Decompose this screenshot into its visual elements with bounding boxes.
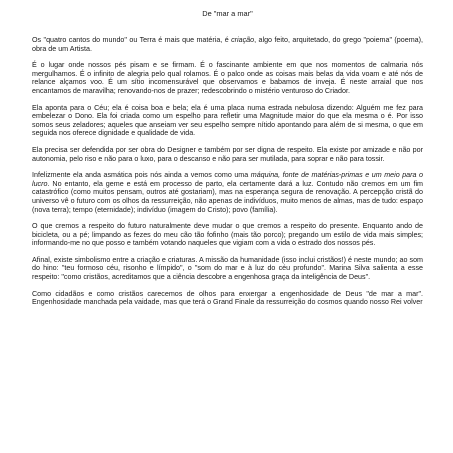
paragraph: [32, 36, 423, 53]
paragraph-text: Infelizmente ela anda asmática pois nós ainda a vemos como uma: [32, 171, 251, 180]
document-title: De "mar a mar": [202, 9, 253, 18]
paragraph: [32, 222, 423, 248]
paragraph: [32, 171, 423, 214]
italic-text: criação: [231, 36, 255, 44]
paragraph: [32, 61, 423, 95]
paragraph-text: , algo feito, arquitetado, do grego "poiema" (poema), obra de um Artista.: [32, 36, 423, 53]
paragraph-text: Afinal, existe simbolismo entre a criação e criaturas. A missão da humanidade (isso inclui cristãos!) é neste mundo; ao som do hino: "teu formoso céu, risonho e límpido", o "som do mar e à luz do céu profundo". Marina Silva salienta a esse respeito: "como cristãos, acreditamos que a ciência descobre a engenhosa graça da inteligência de Deus".: [32, 255, 423, 282]
paragraph-text: Os "quatro cantos do mundo" ou Terra é mais que matéria, é: [32, 36, 232, 44]
paragraph: [32, 256, 423, 282]
paragraph: [32, 104, 423, 138]
italic-text: máquina, fonte de matérias-primas e um meio para o lucro: [32, 171, 423, 188]
paragraph-text: Ela aponta para o Céu; ela é coisa boa e bela; ela é uma placa numa estrada nebulosa dizendo: Alguém me fez para embelezar o Dono. Ela foi criada como um espelho para refletir uma Magnitude maior do que ela mesma o é. Por isso somos seus zeladores; aqueles que anseiam ver seu espelho sempre nítido apontando para além de si mesma, o que em seguida nos oferece dignidade e qualidade de vida.: [32, 103, 423, 138]
paragraph-text: O que cremos a respeito do futuro naturalmente deve mudar o que cremos a respeito do presente. Enquanto ando de bicicleta, ou a pé; limpando as fezes do meu cão tão fofinho (mais tão porco); pregando um estilo de vida mais simples; informando-me no que posso e também votando naqueles que vigiam com a vida o estrado dos nossos pés.: [32, 222, 423, 248]
paragraph-text: É o lugar onde nossos pés pisam e se firmam. É o fascinante ambiente em que nos momentos de calmaria nós mergulhamos. É o infinito de alegria pelo qual rolamos. É o palco onde as coisas mais belas da vida voam e até nós de relance alçamos voo. É um sítio incomensurável que observamos e babamos de inveja. É neste arraial que nos encantamos de maravilha; renovando-nos de prazer; redescobrindo o mistério venturoso do Criador.: [32, 61, 423, 95]
paragraph-text: Ela precisa ser defendida por ser obra do Designer e também por ser digna de respeito. Ela existe por amizade e não por autonomia, pelo riso e não para o luxo, para o descanso e não para ser mutilada, para soprar e não para tossir.: [32, 145, 423, 163]
paragraph-text: Como cidadãos e como cristãos carecemos de olhos para enxergar a engenhosidade de Deus "de mar a mar". Engenhosidade manchada pela vaidade, mas que terá o Grand Finale da ressurreição do cosmos quando nosso Rei volver: [32, 289, 423, 307]
paragraph: [32, 290, 423, 307]
paragraph-text: . No entanto, ela geme e está em processo de parto, ela certamente dará a luz. Contudo não cremos em um fim catastrófico (como muitos pensam, outros até gostariam), mas na esperança segura de renovação. A percepção cristã do universo vê o futuro com os olhos da ressurreição, não apenas de indivíduos, muito menos de almas, mas de tudo: espaço (nova terra); tempo (eternidade); indivíduo (imagem do Cristo); povo (família).: [32, 179, 423, 214]
paragraph: [32, 146, 423, 163]
document-body: [32, 36, 423, 307]
